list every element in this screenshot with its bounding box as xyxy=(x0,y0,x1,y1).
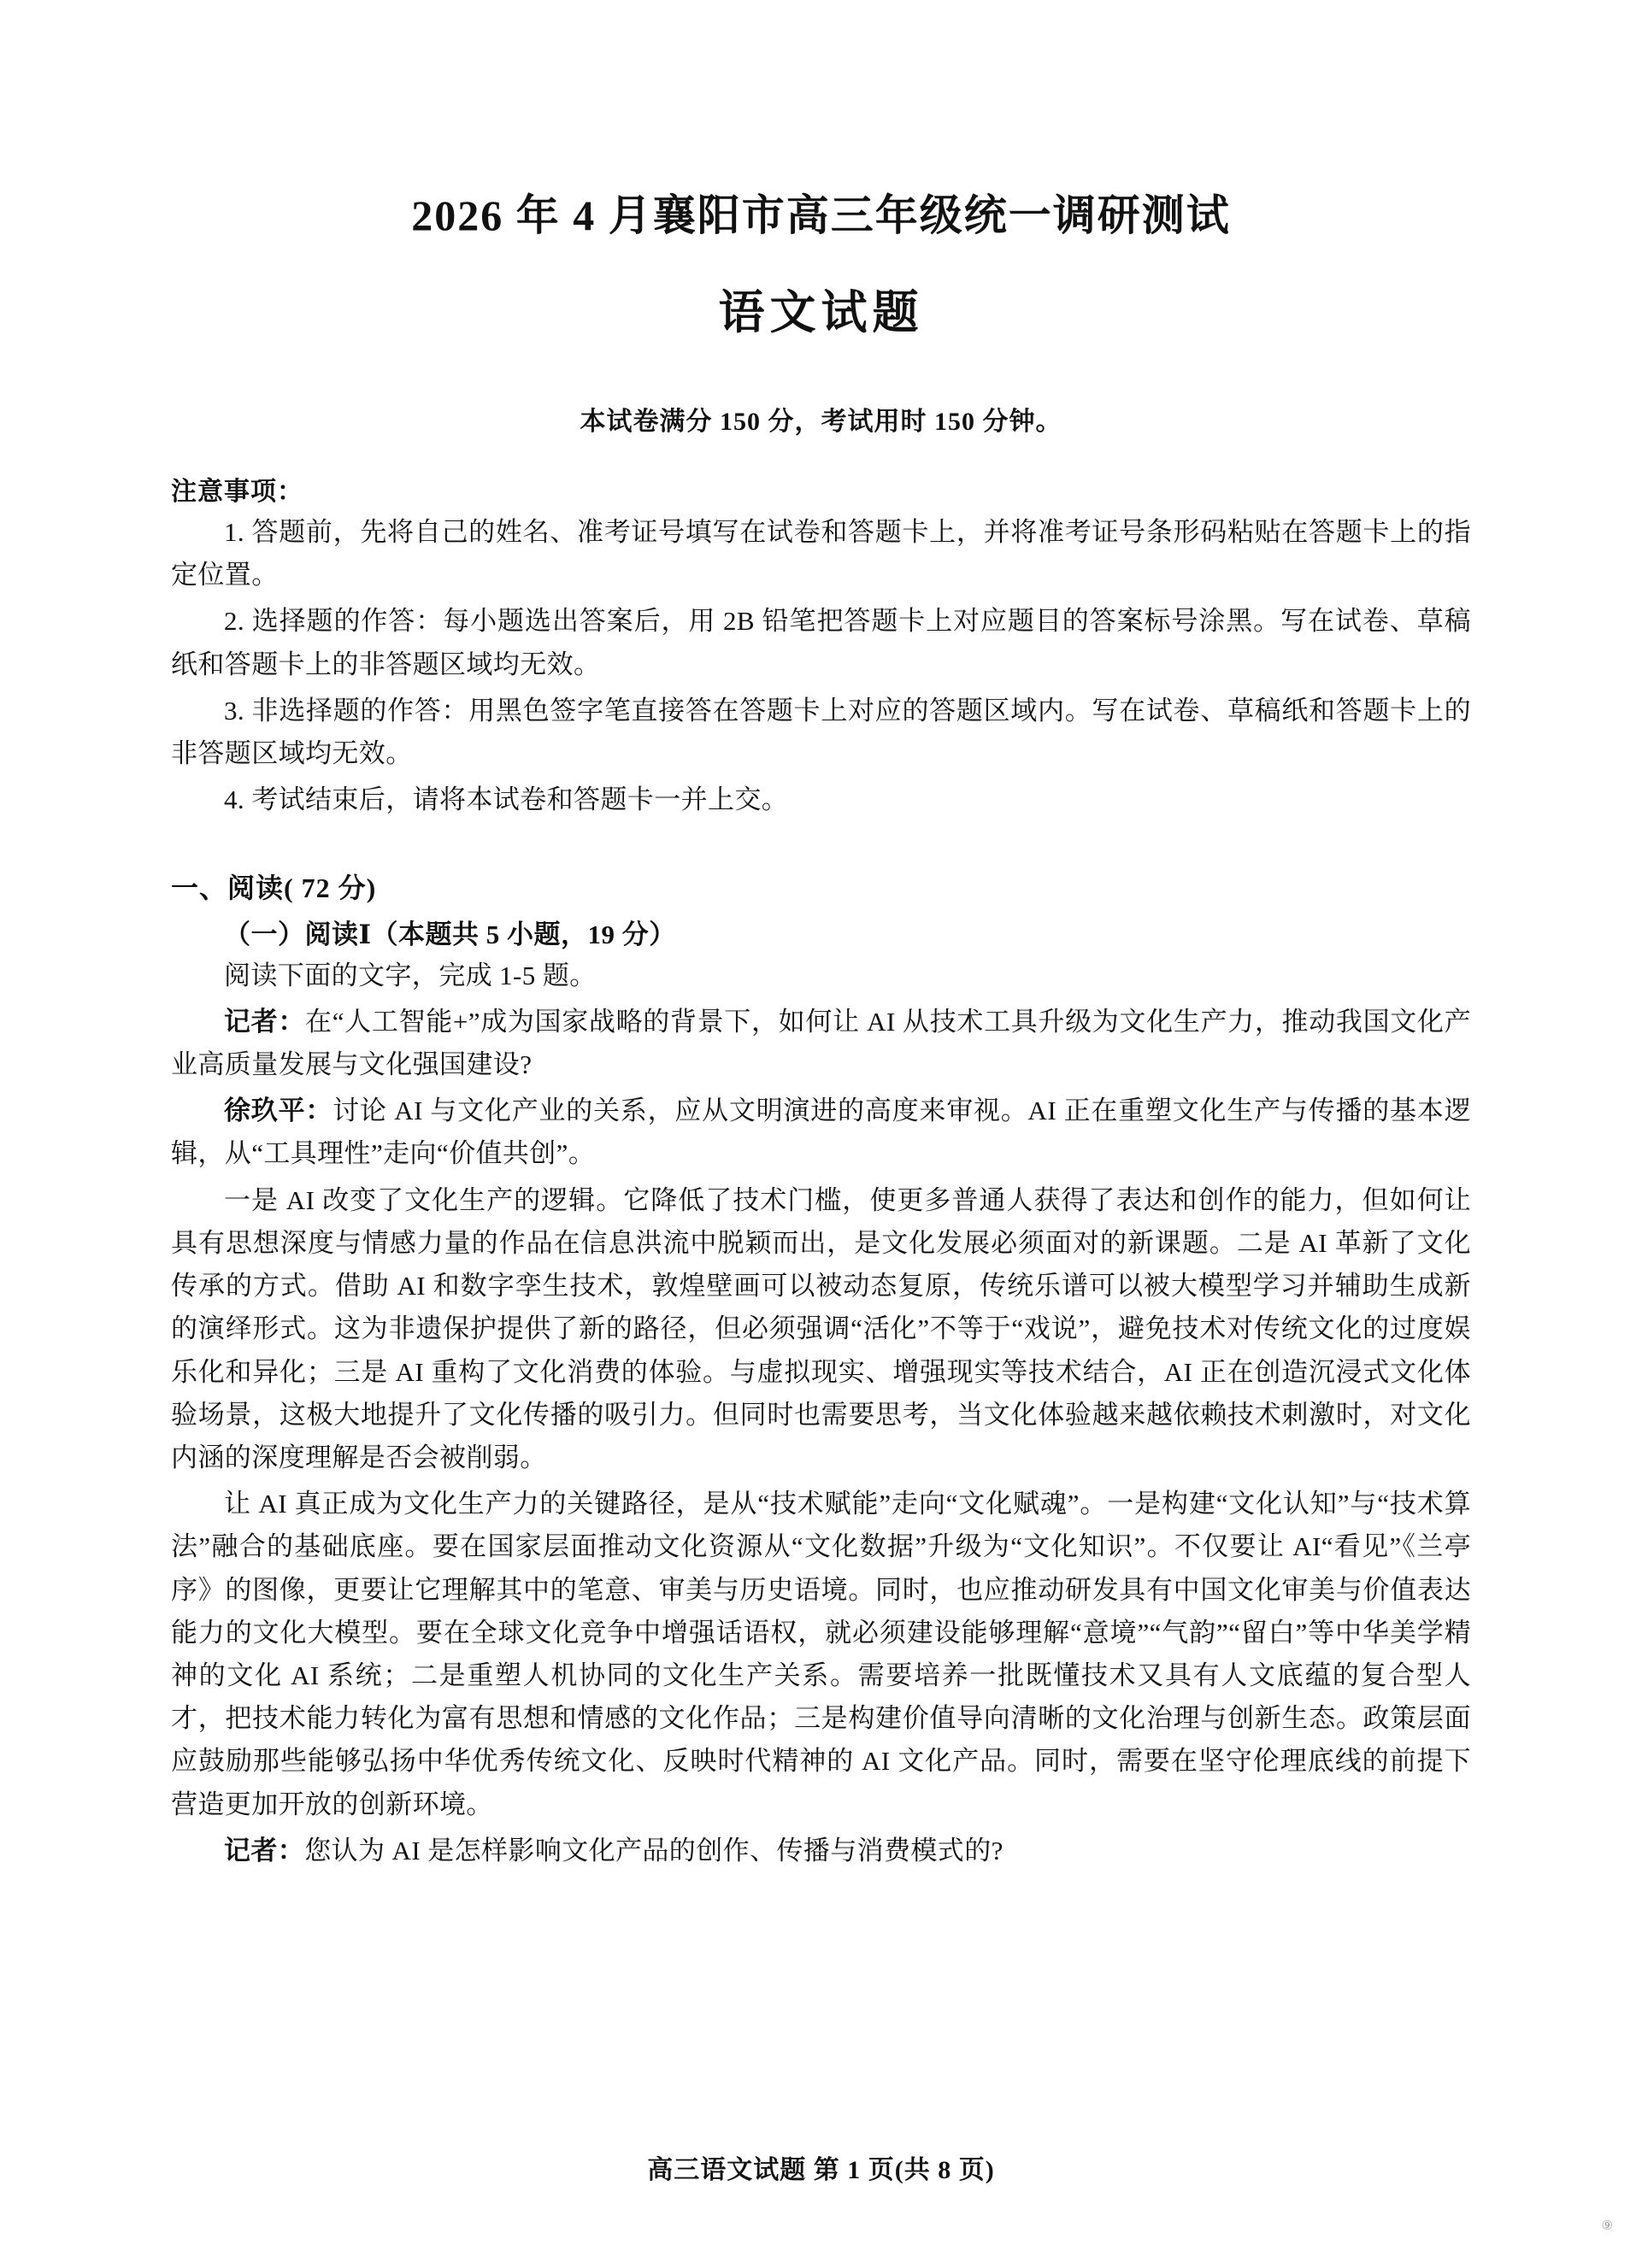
qa-text-1: 在“人工智能+”成为国家战略的背景下，如何让 AI 从技术工具升级为文化生产力，推动我国文化产业高质量发展与文化强国建设? xyxy=(171,1006,1472,1079)
page-title: 2026 年 4 月襄阳市高三年级统一调研测试 xyxy=(411,191,1231,239)
paragraph-1: 一是 AI 改变了文化生产的逻辑。它降低了技术门槛，使更多普通人获得了表达和创作的能力，但如何让具有思想深度与情感力量的作品在信息洪流中脱颖而出，是文化发展必须面对的新课题。二是 AI 革新了文化传承的方式。借助 AI 和数字孪生技术，敦煌壁画可以被动态复原，传统乐谱可以被大模型学习并辅助生成新的演绎形式。这为非遗保护提供了新的路径，但必须强调“活化”不等于“戏说”，避免技术对传统文化的过度娱乐化和异化；三是 AI 重构了文化消费的体验。与虚拟现实、增强现实等技术结合，AI 正在创造沉浸式文化体验场景，这极大地提升了文化传播的吸引力。但同时也需要思考，当文化体验越来越依赖技术刺激时，对文化内涵的深度理解是否会被削弱。 xyxy=(171,1184,1471,1472)
notice-heading: 注意事项： xyxy=(171,478,303,506)
qa-text-3: 您认为 AI 是怎样影响文化产品的创作、传播与消费模式的? xyxy=(304,1835,1003,1866)
score-line: 本试卷满分 150 分，考试用时 150 分钟。 xyxy=(580,408,1062,436)
notice-item-2: 2. 选择题的作答：每小题选出答案后，用 2B 铅笔把答题卡上对应题目的答案标号涂黑。写在试卷、草稿纸和答题卡上的非答题区域均无效。 xyxy=(171,606,1471,679)
subject-title: 语文试题 xyxy=(718,287,924,338)
page-footer: 高三语文试题 第 1 页(共 8 页) xyxy=(647,2156,995,2184)
paragraph-2: 让 AI 真正成为文化生产力的关键路径，是从“技术赋能”走向“文化赋魂”。一是构建“文化认知”与“技术算法”融合的基础底座。要在国家层面推动文化资源从“文化数据”升级为“文化知识”。不仅要让 AI“看见”《兰亭序》的图像，更要让它理解其中的笔意、审美与历史语境。同时，也应推动研发具有中国文化审美与价值表达能力的文化大模型。要在全球文化竞争中增强话语权，就必须建设能够理解“意境”“气韵”“留白”等中华美学精神的文化 AI 系统；二是重塑人机协同的文化生产关系。需要培养一批既懂技术又具有人文底蕴的复合型人才，把技术能力转化为富有思想和情感的文化作品；三是构建价值导向清晰的文化治理与创新生态。政策层面应鼓励那些能够弘扬中华优秀传统文化、反映时代精神的 AI 文化产品。同时，需要在坚守伦理底线的前提下营造更加开放的创新环境。 xyxy=(171,1489,1471,1819)
reading-instruction: 阅读下面的文字，完成 1-5 题。 xyxy=(224,960,597,990)
corner-mark: ⑨ xyxy=(1601,2219,1613,2233)
qa-text-2: 讨论 AI 与文化产业的关系，应从文明演进的高度来审视。AI 正在重塑文化生产与传播的基本逻辑，从“工具理性”走向“价值共创”。 xyxy=(171,1096,1471,1169)
section-heading: 一、阅读( 72 分) xyxy=(171,872,377,903)
qa-block-2 xyxy=(171,1090,1471,1175)
qa-block-3 xyxy=(171,1830,1471,1872)
qa-speaker-1: 记者： xyxy=(224,1006,306,1037)
qa-block-1 xyxy=(171,1001,1471,1086)
notice-item-3: 3. 非选择题的作答：用黑色签字笔直接答在答题卡上对应的答题区域内。写在试卷、草稿纸和答题卡上的非答题区域均无效。 xyxy=(171,695,1471,769)
qa-speaker-2: 徐玖平： xyxy=(224,1096,333,1126)
subsection-heading: （一）阅读Ⅰ（本题共 5 小题，19 分） xyxy=(224,919,676,949)
notice-item-4: 4. 考试结束后，请将本试卷和答题卡一并上交。 xyxy=(224,784,789,815)
notice-item-1: 1. 答题前，先将自己的姓名、准考证号填写在试卷和答题卡上，并将准考证号条形码粘贴在答题卡上的指定位置。 xyxy=(171,517,1471,591)
qa-speaker-3: 记者： xyxy=(224,1835,305,1866)
